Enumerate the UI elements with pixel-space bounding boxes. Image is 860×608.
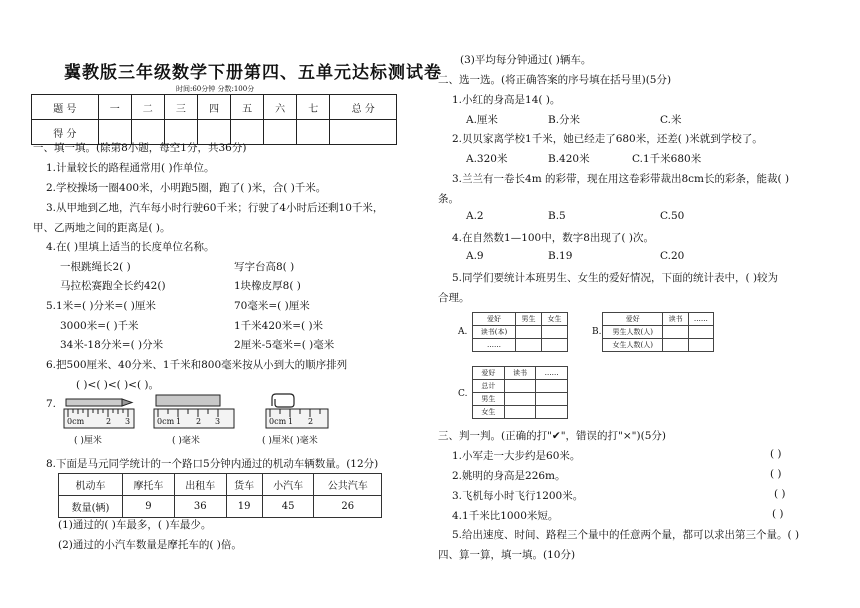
vehicle-type: 小汽车 [262,474,314,496]
mini-cell: 男生 [516,313,542,326]
mini-row [473,393,568,406]
mini-row [473,406,568,419]
choice-q5-line1: 5.同学们要统计本班男生、女生的爱好情况，下面的统计表中，( )较为 [452,272,779,284]
choice-option: C.50 [660,210,685,222]
vehicle-count: 9 [123,496,175,518]
q1: 1.计量较长的路程通常用( )作单位。 [46,162,215,174]
q5-item: 3000米=( )千米 [60,320,139,332]
ruler-figure-clip [264,391,330,429]
q8-sub3: (3)平均每分钟通过( )辆车。 [460,54,592,66]
ruler-tick-label: 2 [106,417,112,426]
option-b-label: B. [592,327,602,337]
mini-cell [536,380,568,393]
mini-row [473,380,568,393]
q4-item: 1块橡皮厚8( ) [234,280,301,292]
option-b-table [602,312,714,352]
ruler-tick-label: 2 [308,417,314,426]
vehicle-type: 公共汽车 [314,474,382,496]
ruler-tick-label: 0cm [157,417,175,426]
mini-cell: 女生人数(人) [603,339,663,352]
mini-cell: 爱好 [603,313,663,326]
mini-cell [663,326,688,339]
mini-row [473,339,568,352]
mini-cell: 男生 [473,393,505,406]
mini-cell: 女生 [542,313,568,326]
mini-cell [536,393,568,406]
ruler-tick-label: 0cm [67,417,85,426]
choice-option: C.20 [660,250,685,262]
mini-row [603,339,714,352]
mini-cell [542,326,568,339]
score-cell[interactable] [330,120,397,145]
q6: 6.把500厘米、40分米、1千米和800毫米按从小到大的顺序排列 [46,359,348,371]
score-header: 二 [131,95,164,120]
vehicle-count: 26 [314,496,382,518]
score-header: 三 [164,95,197,120]
section-2-heading: 二、选一选。(将正确答案的序号填在括号里)(5分) [438,74,672,86]
q4-item: 写字台高8( ) [234,261,295,273]
choice-q1: 1.小红的身高是14( )。 [452,94,561,106]
mini-cell: 爱好 [473,313,516,326]
section-1-heading: 一、填一填。(除第8小题，每空1分，共36分) [33,142,247,154]
score-cell[interactable] [264,120,297,145]
vehicle-header: 机动车 [59,474,123,496]
section-4-heading: 四、算一算，填一填。(10分) [438,549,576,561]
q3-line2: 甲、乙两地之间的距离是( )。 [33,222,171,234]
vehicle-row-label: 数量(辆) [59,496,123,518]
option-a-label: A. [458,327,468,337]
mini-cell: 爱好 [473,367,505,380]
mini-cell: 男生人数(人) [603,326,663,339]
ruler-tick-label: 1 [288,417,294,426]
option-c-label: C. [458,389,468,399]
mini-row [603,313,714,326]
q6-blanks: ( )<( )<( )<( )。 [76,379,160,391]
ruler-answer: ( )厘米 [74,436,102,446]
vehicle-header-row [59,474,382,496]
score-header: 七 [297,95,330,120]
judge-blank[interactable]: ( ) [774,488,786,500]
mini-cell [504,380,536,393]
vehicle-table [58,473,382,518]
mini-cell: …… [473,339,516,352]
mini-cell: 读书(本) [473,326,516,339]
q8: 8.下面是马元同学统计的一个路口5分钟内通过的机动车辆数量。(12分) [46,458,379,470]
q5-item: 1千米420米=( )米 [234,320,324,332]
mini-cell [504,393,536,406]
vehicle-type: 出租车 [174,474,226,496]
mini-row [603,326,714,339]
choice-q3-line2: 条。 [438,193,459,205]
choice-option: B.分米 [548,114,581,126]
mini-cell: …… [536,367,568,380]
mini-row [473,313,568,326]
score-header-row [32,95,397,120]
q3-line1: 3.从甲地到乙地，汽车每小时行驶60千米；行驶了4小时后还剩10千米， [46,202,384,214]
choice-option: A.厘米 [466,114,498,126]
page-title: 冀教版三年级数学下册第四、五单元达标测试卷 [64,63,442,83]
q7: 7. [46,398,57,410]
q5-item: 34米-18分米=( )分米 [60,339,164,351]
judge-q1: 1.小军走一大步约是60米。 [452,450,581,462]
vehicle-count: 36 [174,496,226,518]
q4-item: 一根跳绳长2( ) [60,261,131,273]
score-header: 五 [231,95,264,120]
option-a-table [472,312,568,352]
judge-blank[interactable]: ( ) [770,468,782,480]
q5: 5.1米=( )分米=( )厘米 [46,300,156,312]
score-header: 总 分 [330,95,397,120]
mini-cell [504,406,536,419]
judge-q3: 3.飞机每小时飞行1200米。 [452,490,584,502]
choice-option: A.9 [466,250,484,262]
mini-cell [663,339,688,352]
judge-q5: 5.给出速度、时间、路程三个量中的任意两个量，都可以求出第三个量。( ) [452,529,800,541]
vehicle-count: 19 [226,496,262,518]
judge-q2: 2.姚明的身高是226m。 [452,470,566,482]
mini-row [473,367,568,380]
ruler-tick-label: 3 [215,417,221,426]
choice-option: B.19 [548,250,573,262]
mini-cell [516,326,542,339]
score-table [31,94,397,145]
choice-q4: 4.在自然数1—100中，数字8出现了( )次。 [452,232,654,244]
mini-cell [688,339,713,352]
q4-item: 马拉松赛跑全长约42() [60,280,166,292]
score-header: 六 [264,95,297,120]
vehicle-count: 45 [262,496,314,518]
choice-option: B.5 [548,210,566,222]
choice-q2: 2.贝贝家离学校1千米，她已经走了680米，还差( )米就到学校了。 [452,133,763,145]
mini-cell [536,406,568,419]
ruler-tick-label: 3 [125,417,131,426]
score-header: 四 [197,95,230,120]
score-row-label: 得 分 [32,120,99,145]
mini-cell: 读书 [663,313,688,326]
ruler-tick-label: 0cm [269,417,287,426]
choice-option: B.420米 [548,153,590,165]
q5-item: 2厘米-5毫米=( )毫米 [234,339,335,351]
mini-cell: 读书 [504,367,536,380]
judge-q4: 4.1千米比1000米短。 [452,510,559,522]
mini-cell [542,339,568,352]
score-cell[interactable] [297,120,330,145]
mini-cell [688,326,713,339]
q8-sub1: (1)通过的( )车最多，( )车最少。 [58,519,212,531]
exam-meta: 时间:60分钟 分数:100分 [176,85,255,93]
choice-option: A.2 [466,210,484,222]
choice-q5-line2: 合理。 [438,292,470,304]
choice-option: A.320米 [466,153,508,165]
ruler-tick-label: 2 [196,417,202,426]
option-c-table [472,366,568,419]
ruler-answer: ( )厘米( )毫米 [262,436,318,446]
choice-option: C.1千米680米 [632,153,702,165]
choice-option: C.米 [660,114,682,126]
q5-item: 70毫米=( )厘米 [234,300,310,312]
vehicle-type: 货车 [226,474,262,496]
vehicle-type: 摩托车 [123,474,175,496]
mini-row [473,326,568,339]
ruler-figure-block [152,391,238,429]
ruler-figure-pencil [62,393,136,429]
section-3-heading: 三、判一判。(正确的打"✔"，错误的打"×")(5分) [438,430,666,442]
q4: 4.在( )里填上适当的长度单位名称。 [46,241,215,253]
choice-q3-line1: 3.兰兰有一卷长4m 的彩带，现在用这卷彩带裁出8cm长的彩条，能裁( ) [452,173,790,185]
judge-blank[interactable]: ( ) [772,508,784,520]
mini-cell: 总计 [473,380,505,393]
vehicle-count-row [59,496,382,518]
mini-cell: 女生 [473,406,505,419]
mini-cell: …… [688,313,713,326]
q2: 2.学校操场一圈400米，小明跑5圈，跑了( )米，合( )千米。 [46,182,327,194]
judge-blank[interactable]: ( ) [770,448,782,460]
score-header: 题 号 [32,95,99,120]
ruler-answer: ( )毫米 [172,436,200,446]
ruler-tick-label: 1 [176,417,182,426]
q8-sub2: (2)通过的小汽车数量是摩托车的( )倍。 [58,539,242,551]
mini-cell [516,339,542,352]
score-header: 一 [98,95,131,120]
